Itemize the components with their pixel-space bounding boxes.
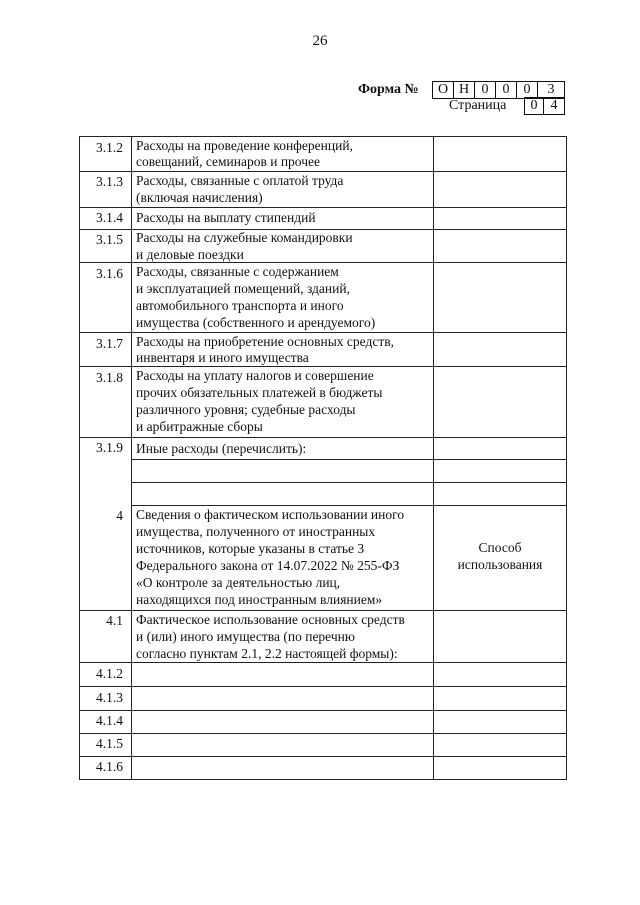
row-text-line: и эксплуатацией помещений, зданий,: [136, 281, 350, 296]
page-code-cell: 4: [543, 97, 565, 115]
row-text-line: различного уровня; судебные расходы: [136, 402, 356, 417]
row-number: 3.1.8: [96, 370, 123, 385]
form-code-cell: О: [432, 81, 454, 99]
usage-method-line: Способ: [478, 540, 522, 555]
row-text-line: имущества (собственного и арендуемого): [136, 315, 376, 330]
page-label: Страница: [449, 98, 507, 113]
row-text-line: и арбитражные сборы: [136, 419, 263, 434]
row-number: 4.1.6: [96, 759, 123, 774]
row-number: 4.1: [106, 613, 123, 628]
row-number: 3.1.4: [96, 210, 123, 225]
row-number: 3.1.5: [96, 232, 123, 247]
row-text-line: Сведения о фактическом использовании иного: [136, 507, 405, 522]
row-text-line: Расходы, связанные с оплатой труда: [136, 173, 344, 188]
row-text-line: Иные расходы (перечислить):: [136, 441, 307, 456]
row-text-line: (включая начисления): [136, 190, 263, 205]
row-text-line: имущества, полученного от иностранных: [136, 524, 376, 539]
row-text-line: автомобильного транспорта и иного: [136, 298, 344, 313]
row-text-line: находящихся под иностранным влиянием»: [136, 592, 383, 607]
row-text-line: Расходы на выплату стипендий: [136, 210, 316, 225]
usage-method-label: [438, 539, 562, 573]
form-code-cell: Н: [453, 81, 475, 99]
row-text-line: источников, которые указаны в статье 3: [136, 541, 365, 556]
row-number: 3.1.7: [96, 336, 123, 351]
row-text-line: Расходы на уплату налогов и совершение: [136, 368, 374, 383]
row-number: 3.1.6: [96, 266, 123, 281]
row-text-line: Расходы на служебные командировки: [136, 230, 353, 245]
row-number: 4.1.4: [96, 713, 123, 728]
row-number: 3.1.3: [96, 174, 123, 189]
row-text-line: Фактическое использование основных средств: [136, 612, 405, 627]
row-number: 4.1.5: [96, 736, 123, 751]
expenses-table: [79, 136, 567, 779]
row-number: 4: [116, 508, 123, 523]
form-code-cell: 0: [516, 81, 538, 99]
row-number: 4.1.2: [96, 666, 123, 681]
row-text-line: Расходы на приобретение основных средств,: [136, 334, 394, 349]
form-number-label: Форма №: [358, 82, 419, 97]
row-text-line: «О контроле за деятельностью лиц,: [136, 575, 341, 590]
row-number: 4.1.3: [96, 690, 123, 705]
row-text-line: прочих обязательных платежей в бюджеты: [136, 385, 383, 400]
row-text-line: и деловые поездки: [136, 247, 244, 262]
row-text-line: Федерального закона от 14.07.2022 № 255-ФЗ: [136, 558, 400, 573]
row-text-line: и (или) иного имущества (по перечню: [136, 629, 355, 644]
page-code-cell: 0: [524, 97, 544, 115]
row-text-line: Расходы на проведение конференций,: [136, 138, 353, 153]
form-code-cell: 3: [537, 81, 565, 99]
row-text-line: совещаний, семинаров и прочее: [136, 154, 320, 169]
row-number: 3.1.2: [96, 140, 123, 155]
form-code-cell: 0: [495, 81, 517, 99]
row-text-line: согласно пунктам 2.1, 2.2 настоящей формы):: [136, 646, 398, 661]
row-number: 3.1.9: [96, 440, 123, 455]
form-code-cell: 0: [474, 81, 496, 99]
row-text-line: Расходы, связанные с содержанием: [136, 264, 339, 279]
usage-method-line: использования: [457, 557, 543, 572]
row-text-line: инвентаря и иного имущества: [136, 350, 309, 365]
page-number: 26: [312, 33, 328, 49]
